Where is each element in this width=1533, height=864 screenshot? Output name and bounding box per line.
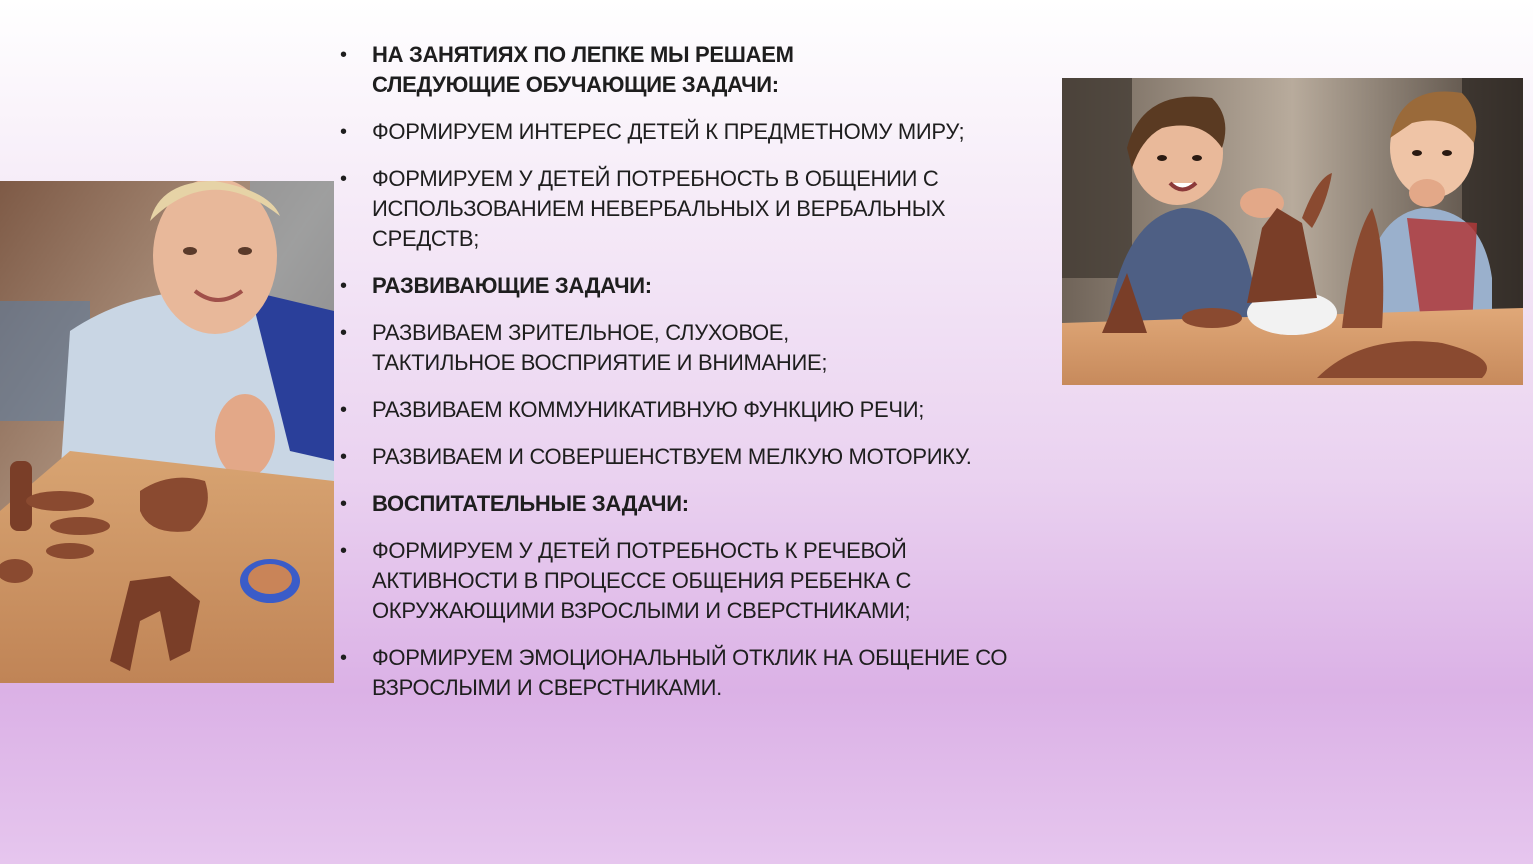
two-children-illustration <box>1062 78 1523 385</box>
list-item-text: ФОРМИРУЕМ У ДЕТЕЙ ПОТРЕБНОСТЬ В ОБЩЕНИИ С ИСПОЛЬЗОВАНИЕМ НЕВЕРБАЛЬНЫХ И ВЕРБАЛЬНЫХ СРЕДСТВ; <box>372 166 946 251</box>
bullet-icon: • <box>340 44 347 66</box>
bullet-icon: • <box>340 275 347 297</box>
bullet-icon: • <box>340 540 347 562</box>
section-heading-text: НА ЗАНЯТИЯХ ПО ЛЕПКЕ МЫ РЕШАЕМ СЛЕДУЮЩИЕ ОБУЧАЮЩИЕ ЗАДАЧИ: <box>372 42 794 97</box>
bullet-icon: • <box>340 168 347 190</box>
section-heading-item <box>340 271 1060 301</box>
list-item <box>340 164 1060 254</box>
list-item <box>340 536 1060 626</box>
list-item <box>340 643 1060 703</box>
bullet-icon: • <box>340 399 347 421</box>
bullet-icon: • <box>340 322 347 344</box>
section-heading-item <box>340 489 1060 519</box>
bullet-icon: • <box>340 121 347 143</box>
bullet-icon: • <box>340 446 347 468</box>
bullet-icon: • <box>340 493 347 515</box>
list-item-text: РАЗВИВАЕМ И СОВЕРШЕНСТВУЕМ МЕЛКУЮ МОТОРИКУ. <box>372 444 972 469</box>
section-heading-text: РАЗВИВАЮЩИЕ ЗАДАЧИ: <box>372 273 652 298</box>
list-item-text: РАЗВИВАЕМ КОММУНИКАТИВНУЮ ФУНКЦИЮ РЕЧИ; <box>372 397 925 422</box>
objectives-bullet-list <box>340 40 1060 720</box>
child-sculpting-photo <box>0 181 334 683</box>
section-heading-item <box>340 40 1060 100</box>
list-item <box>340 117 1060 147</box>
list-item-text: ФОРМИРУЕМ ИНТЕРЕС ДЕТЕЙ К ПРЕДМЕТНОМУ МИРУ; <box>372 119 965 144</box>
child-sculpting-illustration <box>0 181 334 683</box>
list-item <box>340 395 1060 425</box>
list-item <box>340 442 1060 472</box>
list-item-text: ФОРМИРУЕМ ЭМОЦИОНАЛЬНЫЙ ОТКЛИК НА ОБЩЕНИЕ СО ВЗРОСЛЫМИ И СВЕРСТНИКАМИ. <box>372 645 1008 700</box>
list-item-text: РАЗВИВАЕМ ЗРИТЕЛЬНОЕ, СЛУХОВОЕ, ТАКТИЛЬНОЕ ВОСПРИЯТИЕ И ВНИМАНИЕ; <box>372 320 828 375</box>
two-children-clay-photo <box>1062 78 1523 385</box>
list-item <box>340 318 1060 378</box>
bullet-icon: • <box>340 647 347 669</box>
list-item-text: ФОРМИРУЕМ У ДЕТЕЙ ПОТРЕБНОСТЬ К РЕЧЕВОЙ АКТИВНОСТИ В ПРОЦЕССЕ ОБЩЕНИЯ РЕБЕНКА С ОКРУЖАЮЩИМИ ВЗРОСЛЫМИ И СВЕРСТНИКАМИ; <box>372 538 912 623</box>
section-heading-text: ВОСПИТАТЕЛЬНЫЕ ЗАДАЧИ: <box>372 491 689 516</box>
